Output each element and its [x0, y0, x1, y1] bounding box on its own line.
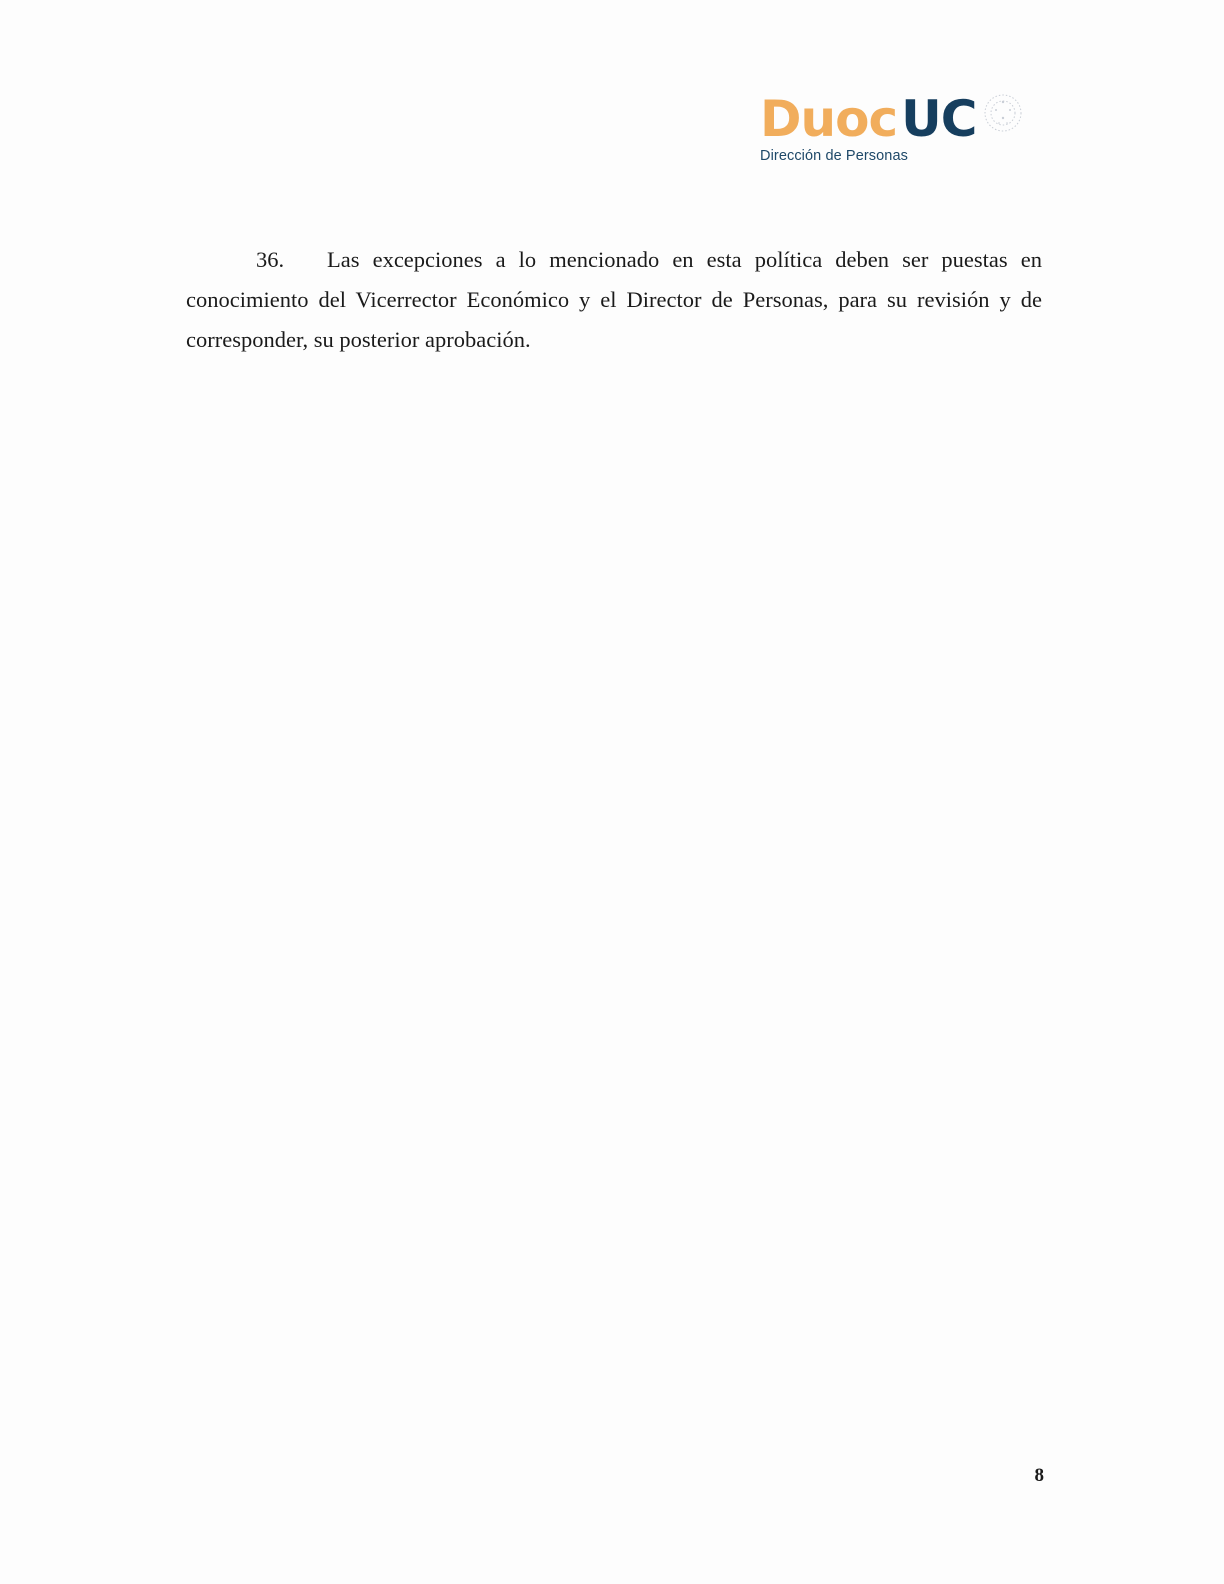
page-number: 8: [1034, 1465, 1044, 1486]
paragraph-36: [186, 240, 1042, 360]
duoc-uc-logo: [760, 88, 1030, 178]
logo-brand-primary: Duoc: [760, 90, 898, 148]
seal-emblem-icon: [982, 92, 1024, 134]
logo-subtitle: Dirección de Personas: [760, 148, 908, 164]
paragraph-number: 36.: [256, 247, 285, 272]
paragraph-text: Las excepciones a lo mencionado en esta política deben ser puestas en conocimiento del Vicerrector Económico y el Director de Personas, para su revisión y de corresponder, su posterior aprobación.: [186, 247, 1042, 352]
logo-brand-secondary: UC: [901, 90, 977, 148]
logo-wordmark: [760, 88, 976, 150]
